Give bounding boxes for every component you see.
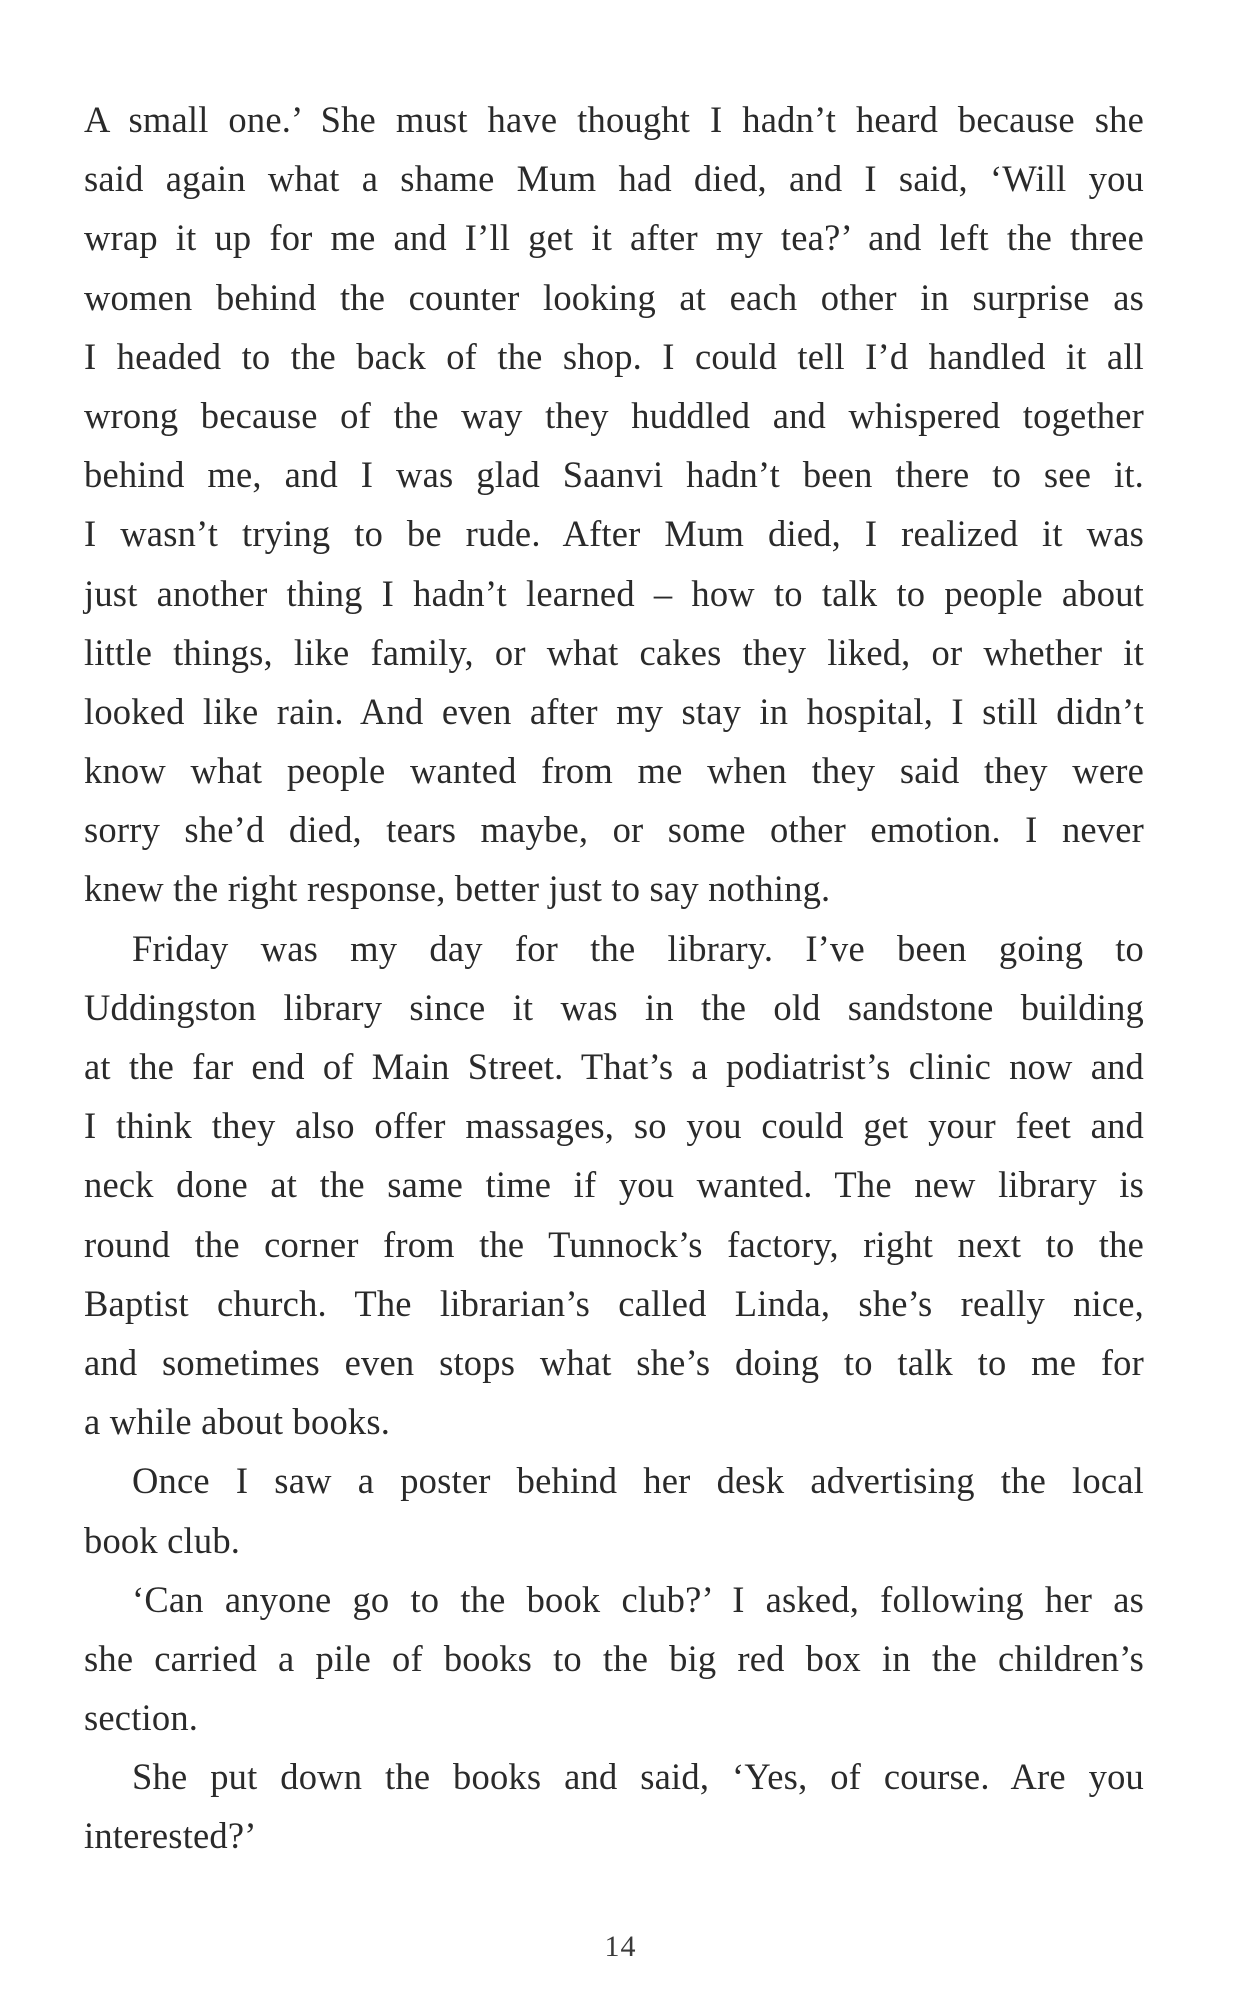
text-line: looked like rain. And even after my stay in hospital, I still didn’t: [84, 690, 1144, 732]
text-line: neck done at the same time if you wanted. The new library is: [84, 1164, 1144, 1206]
text-line: little things, like family, or what cakes they liked, or whether it: [84, 631, 1144, 673]
text-line: Friday was my day for the library. I’ve been going to: [132, 927, 1144, 969]
text-line: knew the right response, better just to say nothing.: [84, 868, 831, 910]
text-line: ‘Can anyone go to the book club?’ I asked, following her as: [132, 1578, 1144, 1620]
text-line: I wasn’t trying to be rude. After Mum died, I realized it was: [84, 513, 1144, 555]
text-line: A small one.’ She must have thought I hadn’t heard because she: [84, 99, 1144, 140]
text-line: Once I saw a poster behind her desk advertising the local: [132, 1460, 1144, 1502]
page-number: 14: [604, 1930, 637, 1963]
text-line: at the far end of Main Street. That’s a podiatrist’s clinic now and: [84, 1046, 1144, 1087]
text-line: said again what a shame Mum had died, and I said, ‘Will you: [84, 158, 1144, 200]
text-line: a while about books.: [84, 1401, 391, 1443]
text-line: book club.: [84, 1519, 241, 1561]
text-line: wrong because of the way they huddled and whispered together: [84, 394, 1144, 436]
page-text: [84, 90, 1144, 1866]
text-line: wrap it up for me and I’ll get it after my tea?’ and left the three: [84, 217, 1144, 259]
text-line: Baptist church. The librarian’s called Linda, she’s really nice,: [84, 1282, 1144, 1324]
text-line: I headed to the back of the shop. I could tell I’d handled it all: [84, 335, 1144, 377]
text-line: just another thing I hadn’t learned – how to talk to people about: [84, 572, 1144, 614]
text-line: sorry she’d died, tears maybe, or some other emotion. I never: [84, 809, 1144, 851]
text-line: interested?’: [84, 1815, 257, 1857]
text-line: women behind the counter looking at each other in surprise as: [84, 276, 1144, 318]
text-line: Uddingston library since it was in the old sandstone building: [84, 986, 1144, 1028]
text-line: I think they also offer massages, so you could get your feet and: [84, 1105, 1144, 1147]
text-line: round the corner from the Tunnock’s factory, right next to the: [84, 1223, 1144, 1265]
text-line: and sometimes even stops what she’s doing to talk to me for: [84, 1341, 1144, 1383]
text-line: She put down the books and said, ‘Yes, of course. Are you: [132, 1756, 1144, 1798]
text-line: know what people wanted from me when they said they were: [84, 750, 1144, 792]
text-line: section.: [84, 1697, 199, 1739]
text-line: behind me, and I was glad Saanvi hadn’t been there to see it.: [84, 454, 1144, 496]
text-line: she carried a pile of books to the big red box in the children’s: [84, 1637, 1144, 1679]
